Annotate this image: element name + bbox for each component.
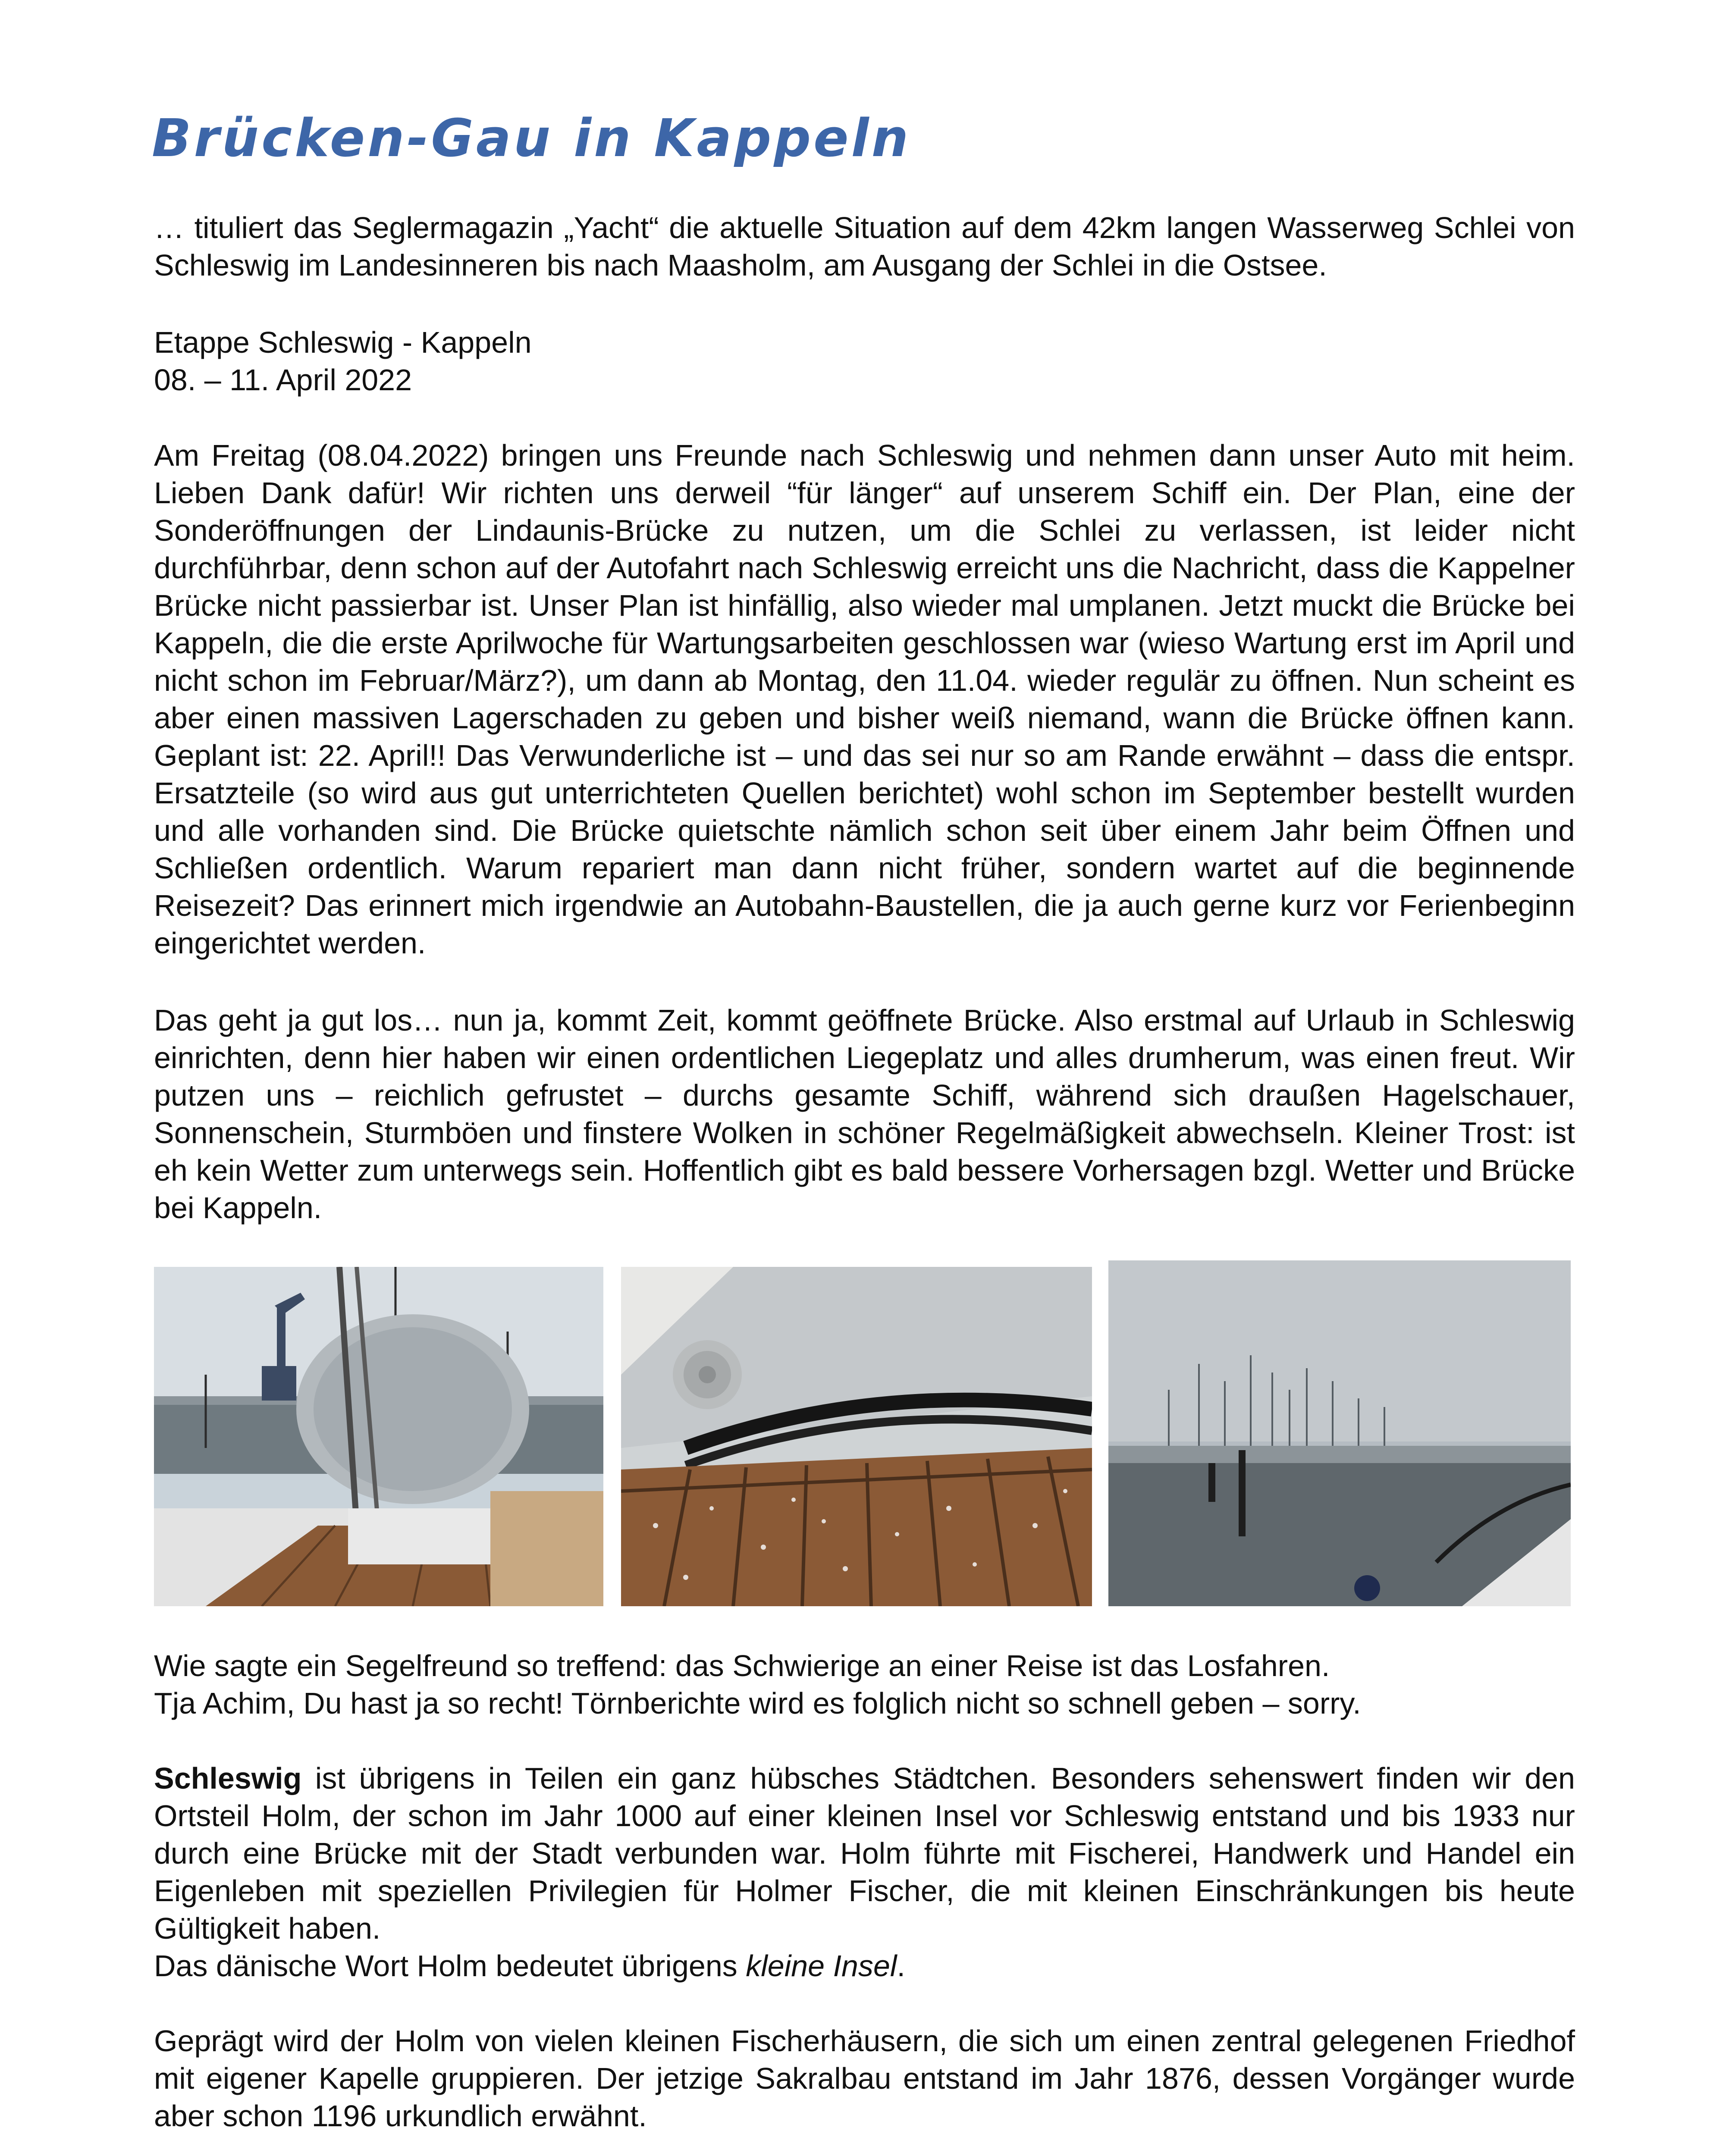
schleswig-text: ist übrigens in Teilen ein ganz hübsches Städtchen. Besonders sehenswert finden wir den Ortsteil Holm, der schon im Jahr 1000 auf einer kleinen Insel vor Schleswig entstand und bis 1933 nur durch eine Brücke mit der Stadt verbunden war. Holm führte mit Fischerei, Handwerk und Handel ein Eigenleben mit speziellen Privilegien für Holmer Fischer, die mit kleinen Einschränkungen bis heute Gültigkeit haben. [154, 1761, 1575, 1945]
photo-hail-deck [621, 1267, 1092, 1606]
page-title: Brücken-Gau in Kappeln [152, 109, 911, 169]
paragraph-holm: Geprägt wird der Holm von vielen kleinen Fischerhäusern, die sich um einen zentral gelegenen Friedhof mit eigener Kapelle gruppieren. Der jetzige Sakralbau entstand im Jahr 1876, dessen Vorgänger wurde aber schon 1196 urkundlich erwähnt. [154, 2024, 1575, 2133]
schleswig-bold-term: Schleswig [154, 1761, 302, 1795]
paragraph-waiting: Das geht ja gut los… nun ja, kommt Zeit, kommt geöffnete Brücke. Also erstmal auf Urlaub in Schleswig einrichten, denn hier haben wir einen ordentlichen Liegeplatz und alles drumherum, was einen freut. Wir putzen uns – reichlich gefrustet – durchs gesamte Schiff, während sich draußen Hagelschauer, Sonnenschein, Sturmböen und finstere Wolken in schöner Regelmäßigkeit abwechseln. Kleiner Trost: ist eh kein Wetter zum unterwegs sein. Hoffentlich gibt es bald bessere Vorhersagen bzgl. Wetter und Brücke bei Kappeln. [154, 1003, 1575, 1225]
holm-italic: kleine Insel [746, 1949, 897, 1983]
holm-meaning [154, 1947, 1575, 1985]
intro-paragraph: … tituliert das Seglermagazin „Yacht“ die aktuelle Situation auf dem 42km langen Wasserweg Schlei von Schleswig im Landesinneren bis nach Maasholm, am Ausgang der Schlei in die Ostsee. [154, 211, 1575, 282]
photo-cockpit-harbor-image [154, 1267, 603, 1606]
photo-marina-masts [1108, 1260, 1571, 1606]
photo-cockpit-harbor [154, 1267, 603, 1606]
quote-line-1: Wie sagte ein Segelfreund so treffend: das Schwierige an einer Reise ist das Losfahren. [154, 1649, 1330, 1683]
stage-dates: 08. – 11. April 2022 [154, 363, 412, 397]
holm-prefix: Das dänische Wort Holm bedeutet übrigens [154, 1949, 746, 1983]
holm-suffix: . [897, 1949, 905, 1983]
quote-block [154, 1647, 1575, 1722]
stage-block [154, 324, 1575, 399]
paragraph-schleswig [154, 1760, 1575, 1985]
quote-line-2: Tja Achim, Du hast ja so recht! Törnberichte wird es folglich nicht so schnell geben – sorry. [154, 1686, 1361, 1720]
stage-name: Etappe Schleswig - Kappeln [154, 326, 532, 359]
paragraph-arrival: Am Freitag (08.04.2022) bringen uns Freunde nach Schleswig und nehmen dann unser Auto mit heim. Lieben Dank dafür! Wir richten uns derweil “für länger“ auf unserem Schiff ein. Der Plan, eine der Sonderöffnungen der Lindaunis-Brücke zu nutzen, um die Schlei zu verlassen, ist leider nicht durchführbar, denn schon auf der Autofahrt nach Schleswig erreicht uns die Nachricht, dass die Kappelner Brücke nicht passierbar ist. Unser Plan ist hinfällig, also wieder mal umplanen. Jetzt muckt die Brücke bei Kappeln, die die erste Aprilwoche für Wartungsarbeiten geschlossen war (wieso Wartung erst im April und nicht schon im Februar/März?), um dann ab Montag, den 11.04. wieder regulär zu öffnen. Nun scheint es aber einen massiven Lagerschaden zu geben und bisher weiß niemand, wann die Brücke öffnen kann. Geplant ist: 22. April!! Das Verwunderliche ist – und das sei nur so am Rande erwähnt – dass die entspr. Ersatzteile (so wird aus gut unterrichteten Quellen berichtet) wohl schon im September bestellt wurden und alle vorhanden sind. Die Brücke quietschte nämlich schon seit über einem Jahr beim Öffnen und Schließen ordentlich. Warum repariert man dann nicht früher, sondern wartet auf die beginnende Reisezeit? Das erinnert mich irgendwie an Autobahn-Baustellen, die ja auch gerne kurz vor Ferienbeginn eingerichtet werden. [154, 439, 1575, 960]
photo-hail-deck-image [621, 1267, 1092, 1606]
photo-marina-masts-image [1108, 1260, 1571, 1606]
schleswig-main [154, 1760, 1575, 1947]
